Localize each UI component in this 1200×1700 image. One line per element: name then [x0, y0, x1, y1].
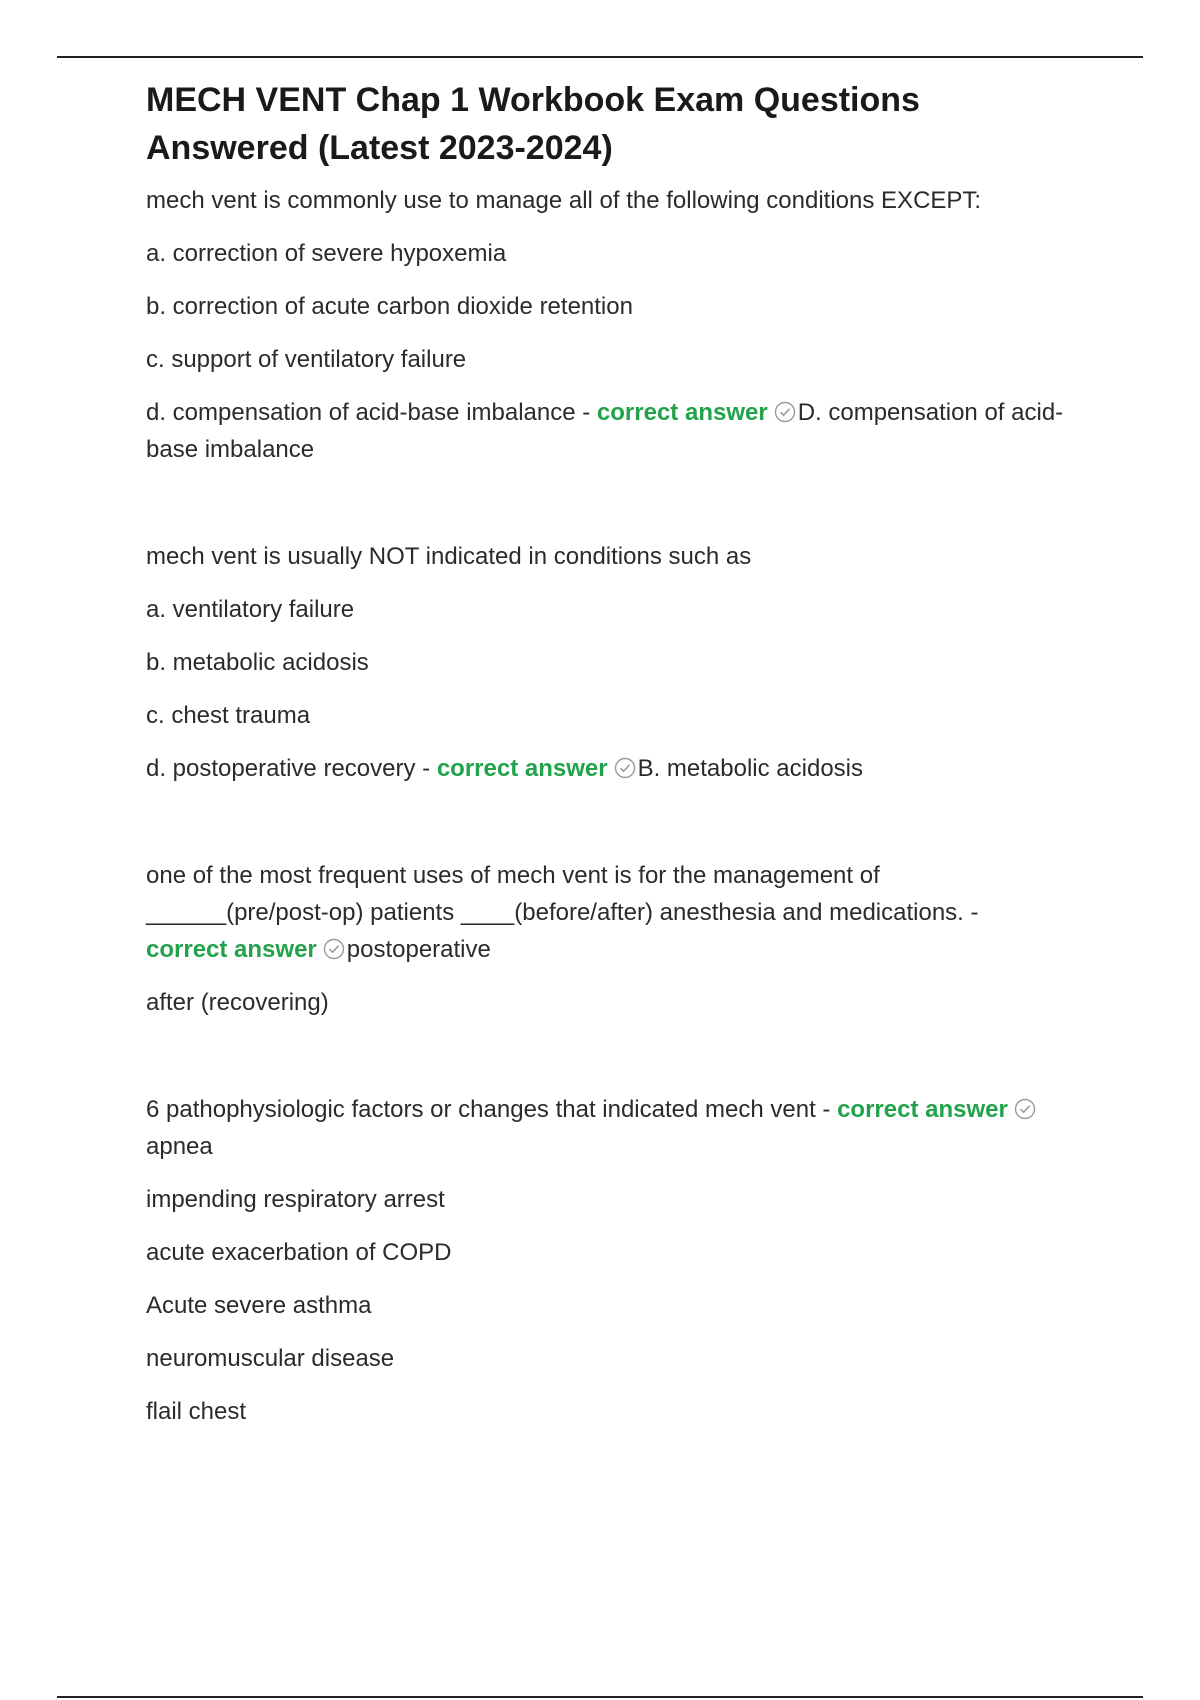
- question-text: 6 pathophysiologic factors or changes that indicated mech vent -: [146, 1096, 831, 1123]
- check-circle-icon: [1014, 1098, 1036, 1120]
- question-text: mech vent is commonly use to manage all of the following conditions EXCEPT:: [146, 187, 982, 214]
- option-with-answer: [146, 750, 1066, 787]
- answer-text: postoperative: [346, 936, 491, 963]
- correct-answer-label: correct answer: [837, 1096, 1008, 1123]
- option-item: c. support of ventilatory failure: [146, 346, 467, 373]
- answer-line: acute exacerbation of COPD: [146, 1239, 452, 1266]
- check-circle-icon: [323, 938, 345, 960]
- correct-answer-label: correct answer: [436, 755, 608, 782]
- option-item: d. postoperative recovery -: [146, 755, 431, 782]
- option-item: a. ventilatory failure: [146, 596, 355, 623]
- question-block-1: [146, 182, 1066, 468]
- option-with-answer: [146, 394, 1066, 468]
- option-item: a. correction of severe hypoxemia: [146, 240, 507, 267]
- question-block-2: [146, 538, 1066, 787]
- document-body: [146, 76, 1066, 1446]
- answer-line: flail chest: [146, 1398, 247, 1425]
- answer-text: apnea: [146, 1133, 213, 1160]
- question-with-answer: [146, 857, 1066, 968]
- check-circle-icon: [614, 757, 636, 779]
- option-item: c. chest trauma: [146, 702, 311, 729]
- bottom-rule: [57, 1696, 1143, 1698]
- option-item: b. correction of acute carbon dioxide retention: [146, 293, 633, 320]
- answer-line: impending respiratory arrest: [146, 1186, 445, 1213]
- option-item: b. metabolic acidosis: [146, 649, 369, 676]
- question-block-3: [146, 857, 1066, 1021]
- answer-text: D. compensation of acid-base imbalance: [146, 399, 1064, 463]
- question-text: mech vent is usually NOT indicated in conditions such as: [146, 543, 752, 570]
- correct-answer-label: correct answer: [596, 399, 768, 426]
- answer-text: B. metabolic acidosis: [637, 755, 864, 782]
- question-with-answer: [146, 1091, 1066, 1165]
- correct-answer-label: correct answer: [146, 936, 317, 963]
- answer-line: after (recovering): [146, 989, 329, 1016]
- option-item: d. compensation of acid-base imbalance -: [146, 399, 591, 426]
- answer-line: neuromuscular disease: [146, 1345, 395, 1372]
- answer-line: Acute severe asthma: [146, 1292, 372, 1319]
- question-block-4: [146, 1091, 1066, 1430]
- question-text: one of the most frequent uses of mech vent is for the management of ______(pre/post-op) patients ____(before/after) anesthesia and medications. -: [146, 862, 979, 926]
- check-circle-icon: [774, 401, 796, 423]
- top-rule: [57, 56, 1143, 58]
- document-title: MECH VENT Chap 1 Workbook Exam Questions Answered (Latest 2023-2024): [146, 81, 920, 167]
